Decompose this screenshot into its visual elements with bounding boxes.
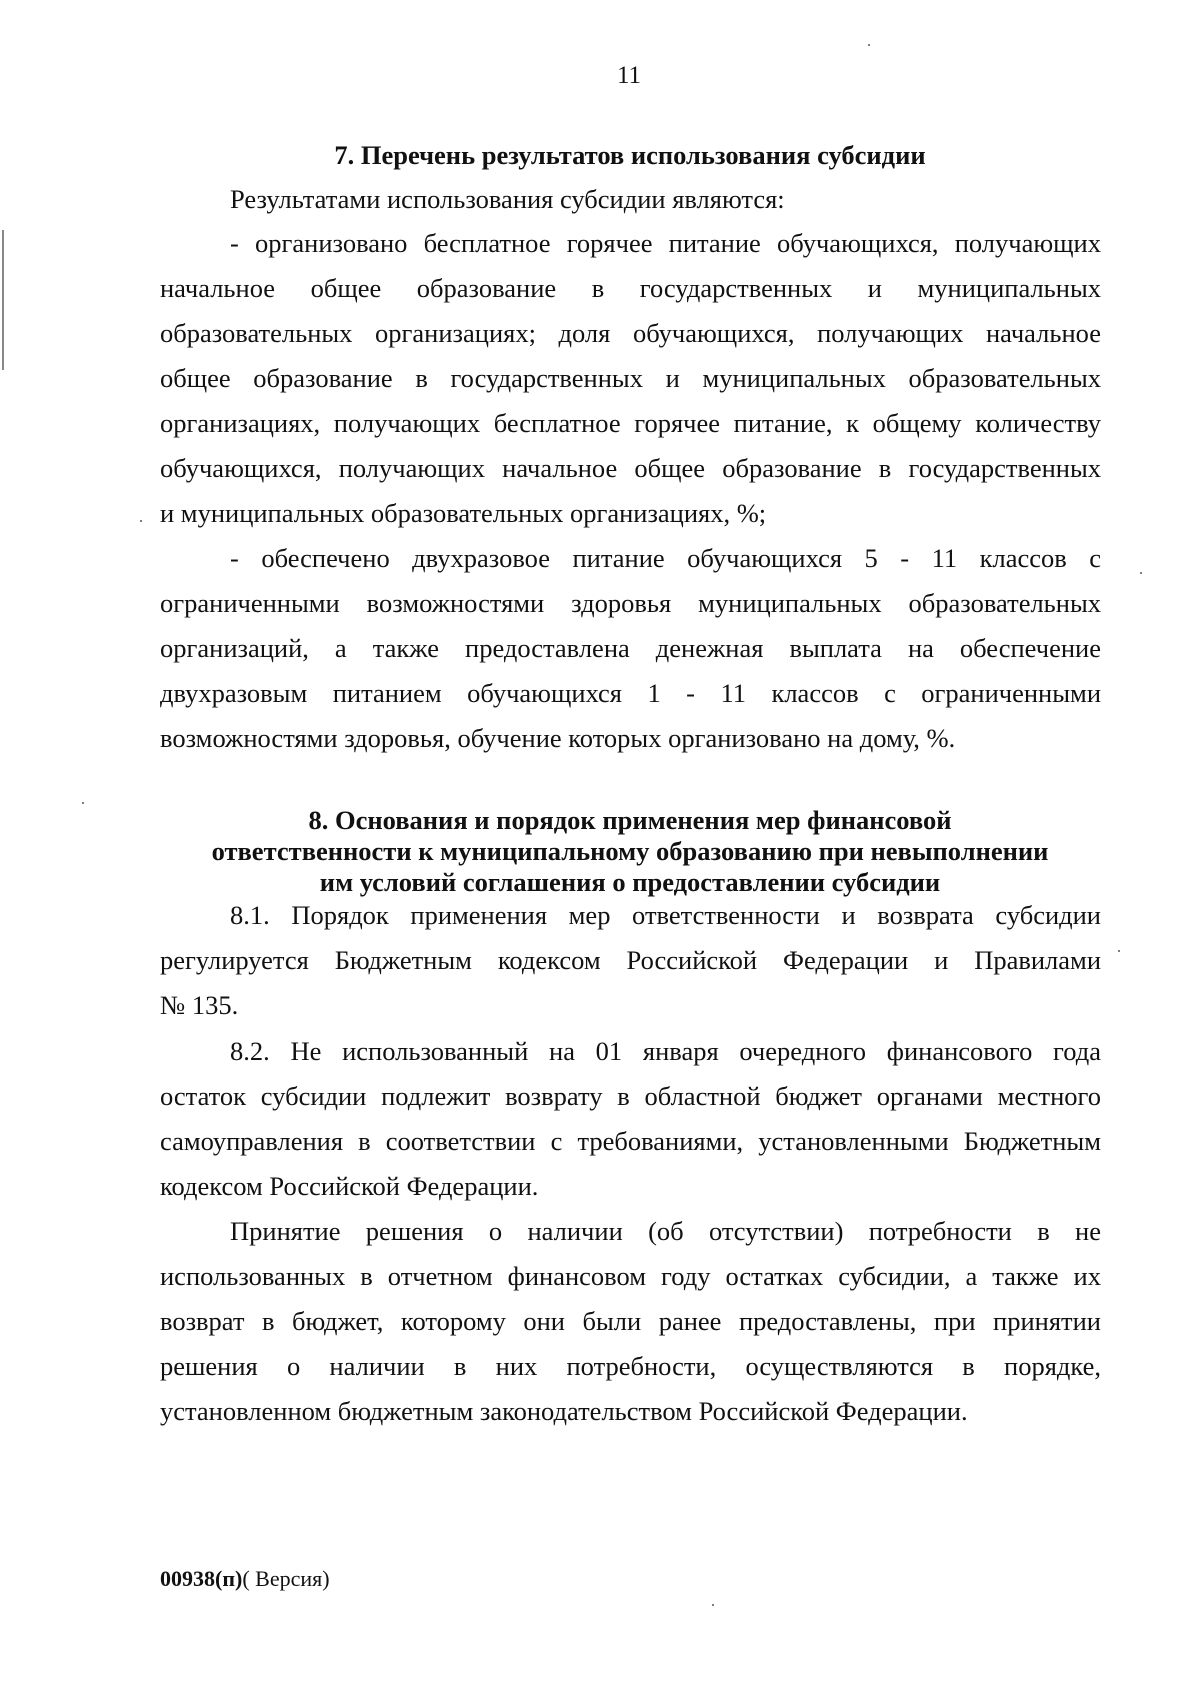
section-8-title-line-2: ответственности к муниципальному образованию при невыполнении bbox=[211, 836, 1049, 866]
paragraph-line: организаций, а также предоставлена денежная выплата на обеспечение bbox=[160, 633, 1101, 663]
paragraph-line: - организовано бесплатное горячее питание обучающихся, получающих bbox=[230, 228, 1101, 258]
document-footer bbox=[160, 1566, 330, 1592]
scan-speck bbox=[868, 44, 870, 46]
paragraph-line: 8.2. Не использованный на 01 января очередного финансового года bbox=[230, 1036, 1101, 1066]
page-number: 11 bbox=[616, 62, 642, 89]
paragraph-line: решения о наличии в них потребности, осуществляются в порядке, bbox=[160, 1351, 1101, 1381]
paragraph-line: остаток субсидии подлежит возврату в областной бюджет органами местного bbox=[160, 1081, 1101, 1111]
paragraph-line: № 135. bbox=[160, 990, 239, 1020]
paragraph-line: начальное общее образование в государственных и муниципальных bbox=[160, 273, 1101, 303]
paragraph-line: возврат в бюджет, которому они были ранее предоставлены, при принятии bbox=[160, 1306, 1101, 1336]
scan-speck bbox=[140, 520, 142, 522]
paragraph-line: регулируется Бюджетным кодексом Российской Федерации и Правилами bbox=[160, 945, 1101, 975]
paragraph-line: двухразовым питанием обучающихся 1 - 11 классов с ограниченными bbox=[160, 678, 1101, 708]
paragraph-line: кодексом Российской Федерации. bbox=[160, 1171, 539, 1201]
paragraph-line: самоуправления в соответствии с требованиями, установленными Бюджетным bbox=[160, 1126, 1101, 1156]
scan-speck bbox=[712, 1604, 714, 1606]
paragraph-line: - обеспечено двухразовое питание обучающихся 5 - 11 классов с bbox=[230, 543, 1101, 573]
scan-speck bbox=[82, 802, 84, 804]
paragraph-line: организациях, получающих бесплатное горячее питание, к общему количеству bbox=[160, 408, 1101, 438]
section-7-title: 7. Перечень результатов использования субсидии bbox=[334, 140, 926, 170]
paragraph-line: использованных в отчетном финансовом году остатках субсидии, а также их bbox=[160, 1261, 1101, 1291]
paragraph-line: ограниченными возможностями здоровья муниципальных образовательных bbox=[160, 588, 1101, 618]
paragraph-line: установленном бюджетным законодательством Российской Федерации. bbox=[160, 1396, 968, 1426]
scan-edge-mark bbox=[2, 230, 4, 370]
paragraph-line: Принятие решения о наличии (об отсутствии) потребности в не bbox=[230, 1216, 1101, 1246]
section-8-title-line-3: им условий соглашения о предоставлении субсидии bbox=[319, 867, 941, 897]
document-code: 00938(п) bbox=[160, 1566, 243, 1591]
section-8-title-line-1: 8. Основания и порядок применения мер финансовой bbox=[308, 805, 952, 835]
paragraph-line: возможностями здоровья, обучение которых организовано на дому, %. bbox=[160, 723, 956, 753]
paragraph-line: и муниципальных образовательных организациях, %; bbox=[160, 498, 767, 528]
paragraph-line: обучающихся, получающих начальное общее образование в государственных bbox=[160, 453, 1101, 483]
paragraph-line: образовательных организациях; доля обучающихся, получающих начальное bbox=[160, 318, 1101, 348]
paragraph-line: Результатами использования субсидии являются: bbox=[230, 184, 785, 214]
document-version: ( Версия) bbox=[242, 1566, 330, 1591]
paragraph-line: общее образование в государственных и муниципальных образовательных bbox=[160, 363, 1101, 393]
scan-speck bbox=[1140, 572, 1142, 574]
paragraph-line: 8.1. Порядок применения мер ответственности и возврата субсидии bbox=[230, 900, 1101, 930]
scan-speck bbox=[1118, 950, 1120, 952]
